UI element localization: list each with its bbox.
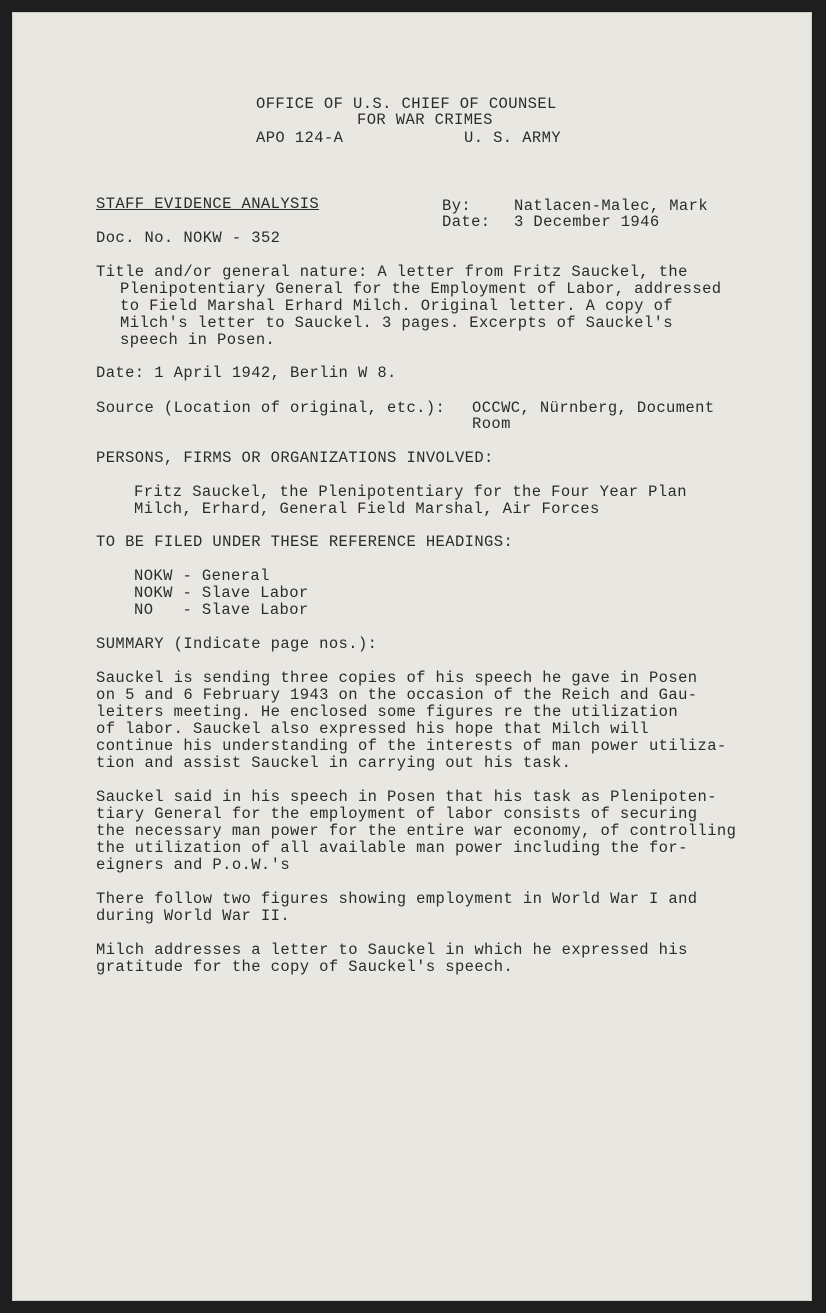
- filing-entry: NO - Slave Labor: [134, 601, 309, 619]
- summary-line: There follow two figures showing employment in World War I and: [96, 890, 698, 908]
- source-value-cont: Room: [472, 415, 511, 433]
- by-label: By:: [442, 197, 472, 215]
- title-line: Plenipotentiary General for the Employment of Labor, addressed: [120, 280, 722, 298]
- filing-heading: TO BE FILED UNDER THESE REFERENCE HEADINGS:: [96, 533, 514, 551]
- analysis-date: 3 December 1946: [514, 213, 660, 231]
- summary-line: the necessary man power for the entire war economy, of controlling: [96, 822, 737, 840]
- title-line: [96, 264, 688, 281]
- doc-value: NOKW - 352: [183, 229, 281, 247]
- summary-line: tion and assist Sauckel in carrying out his task.: [96, 754, 572, 772]
- doc-label: Doc. No.: [96, 229, 174, 247]
- army-label: U. S. ARMY: [464, 129, 562, 147]
- summary-line: Sauckel is sending three copies of his speech he gave in Posen: [96, 669, 698, 687]
- summary-line: Sauckel said in his speech in Posen that his task as Plenipoten-: [96, 788, 717, 806]
- summary-line: eigners and P.o.W.'s: [96, 856, 291, 874]
- summary-line: during World War II.: [96, 907, 291, 925]
- office-title: OFFICE OF U.S. CHIEF OF COUNSEL: [256, 95, 557, 113]
- summary-line: on 5 and 6 February 1943 on the occasion of the Reich and Gau-: [96, 686, 698, 704]
- document-page: [12, 12, 812, 1301]
- office-subtitle: FOR WAR CRIMES: [357, 111, 493, 129]
- summary-line: of labor. Sauckel also expressed his hope that Milch will: [96, 720, 649, 738]
- filing-entry: NOKW - General: [134, 567, 270, 585]
- title-line: speech in Posen.: [120, 331, 276, 349]
- summary-heading: SUMMARY (Indicate page nos.):: [96, 635, 378, 653]
- source-label: Source (Location of original, etc.):: [96, 399, 446, 417]
- filing-entry: NOKW - Slave Labor: [134, 584, 309, 602]
- title-label: Title and/or general nature:: [96, 263, 368, 281]
- date-section-label: Date:: [96, 364, 145, 382]
- persons-heading: PERSONS, FIRMS OR ORGANIZATIONS INVOLVED:: [96, 449, 494, 467]
- summary-line: gratitude for the copy of Sauckel's speech.: [96, 958, 514, 976]
- author-name: Natlacen-Malec, Mark: [514, 197, 709, 215]
- summary-line: the utilization of all available man power including the for-: [96, 839, 688, 857]
- person-entry: Milch, Erhard, General Field Marshal, Air Forces: [134, 500, 600, 518]
- doc-number: [96, 230, 280, 247]
- title-first: A letter from Fritz Sauckel, the: [377, 263, 688, 281]
- title-line: to Field Marshal Erhard Milch. Original letter. A copy of: [120, 297, 673, 315]
- title-line: Milch's letter to Sauckel. 3 pages. Excerpts of Sauckel's: [120, 314, 673, 332]
- staff-evidence-heading: STAFF EVIDENCE ANALYSIS: [96, 195, 320, 213]
- person-entry: Fritz Sauckel, the Plenipotentiary for the Four Year Plan: [134, 483, 687, 501]
- document-date: [96, 365, 397, 382]
- summary-line: leiters meeting. He enclosed some figures re the utilization: [96, 703, 679, 721]
- summary-line: continue his understanding of the interests of man power utiliza-: [96, 737, 727, 755]
- summary-line: tiary General for the employment of labor consists of securing: [96, 805, 698, 823]
- date-label: Date:: [442, 213, 491, 231]
- summary-line: Milch addresses a letter to Sauckel in which he expressed his: [96, 941, 688, 959]
- date-section-value: 1 April 1942, Berlin W 8.: [154, 364, 397, 382]
- source-value: OCCWC, Nürnberg, Document: [472, 399, 715, 417]
- apo-number: APO 124-A: [256, 129, 344, 147]
